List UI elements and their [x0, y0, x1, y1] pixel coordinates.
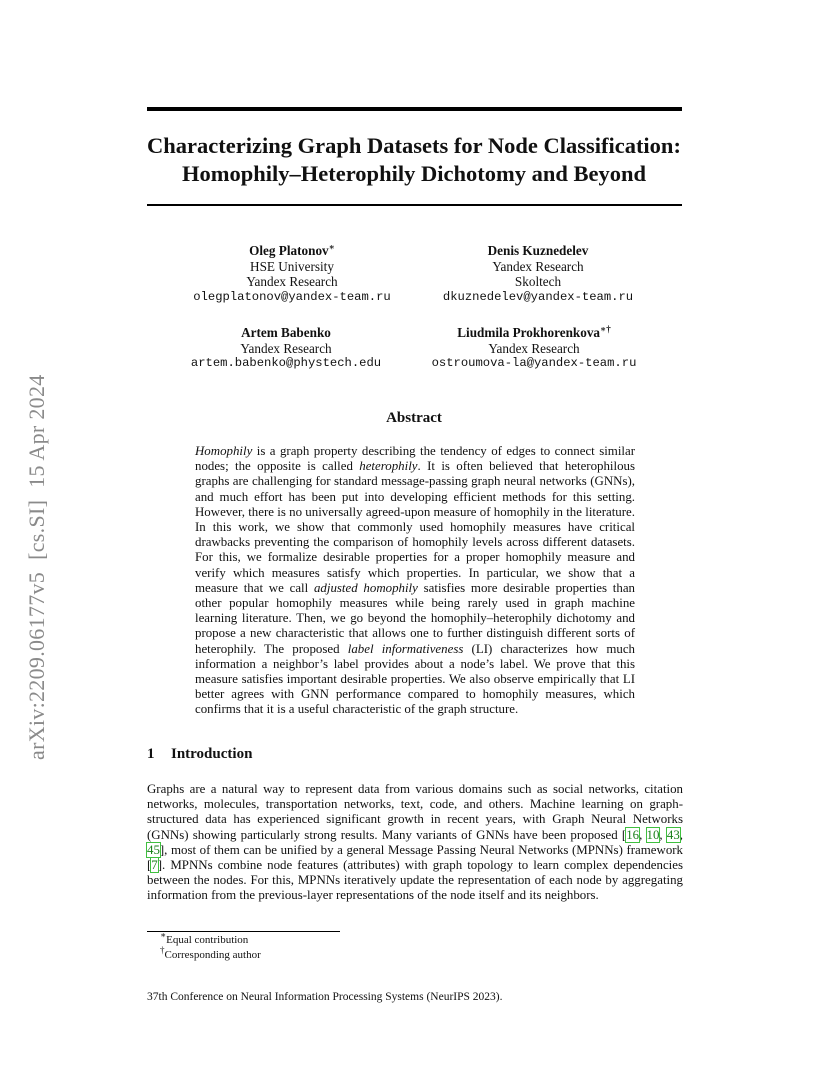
- author-block-1: [162, 243, 422, 305]
- author-affiliation: Yandex Research: [246, 274, 338, 289]
- author-affiliation: Yandex Research: [488, 340, 580, 356]
- author-block-2: [408, 243, 668, 305]
- footnote-rule: [147, 931, 340, 932]
- author-block-4: [404, 325, 664, 372]
- author-email[interactable]: olegplatonov@yandex-team.ru: [193, 289, 391, 304]
- conference-note: 37th Conference on Neural Information Processing Systems (NeurIPS 2023).: [147, 991, 503, 1003]
- footnote: ∗Equal contribution: [160, 930, 249, 946]
- section-number: 1: [147, 746, 155, 762]
- author-block-3: [156, 325, 416, 372]
- citation-link[interactable]: 16: [626, 827, 640, 842]
- author-name: Liudmila Prokhorenkova∗†: [457, 324, 611, 340]
- author-email[interactable]: dkuznedelev@yandex-team.ru: [442, 289, 634, 304]
- title-rule-top: [147, 107, 682, 111]
- paper-title: [100, 132, 728, 188]
- footnote: †Corresponding author: [160, 945, 261, 961]
- abstract-body: Homophily is a graph property describing the tendency of edges to connect similar nodes; the opposite is called heterophily. It is often believed that heterophilous graphs are challenging for standard message-passing graph neural networks (GNNs), and much effort has been put into developing efficient methods for this setting. However, there is no universally agreed-upon measure of homophily in the literature. In this work, we show that commonly used homophily measures have critical drawbacks preventing the comparison of homophily levels across different datasets. For this, we formalize desirable properties for a proper homophily measure and verify which measures satisfy which properties. In particular, we show that a measure that we call adjusted homophily satisfies more desirable properties than other popular homophily measures while being rarely used in graph machine learning literature. Then, we go beyond the homophily–heterophily dichotomy and propose a new characteristic that allows one to further distinguish different sorts of heterophily. The proposed label informativeness (LI) characterizes how much information a neighbor’s label provides about a node’s label. We prove that this measure satisfies important desirable properties. We also observe empirically that LI better agrees with GNN performance compared to homophily measures, which confirms that it is a useful characteristic of the graph structure.: [195, 444, 635, 717]
- abstract-heading: Abstract: [386, 410, 442, 426]
- author-email[interactable]: ostroumova-la@yandex-team.ru: [431, 356, 637, 370]
- section-title: Introduction: [171, 746, 253, 762]
- author-affiliation: HSE University: [250, 258, 334, 274]
- intro-paragraph: Graphs are a natural way to represent data from various domains such as social networks, citation networks, molecules, transportation networks, text, code, and others. Machine learning on graph-structured data has experienced significant growth in recent years, with Graph Neural Networks (GNNs) showing particularly strong results. Many variants of GNNs have been proposed [16, 10, 43, 45], most of them can be unified by a general Message Passing Neural Networks (MPNNs) framework [7]. MPNNs combine node features (attributes) with graph topology to learn complex dependencies between the nodes. For this, MPNNs iteratively update the representation of each node by aggregating information from the previous-layer representations of the node itself and its neighbors.: [147, 782, 683, 903]
- title-line-1: Characterizing Graph Datasets for Node Classification:: [147, 133, 681, 158]
- author-name: Denis Kuznedelev: [487, 243, 589, 258]
- arxiv-id: arXiv:2209.06177v5: [24, 571, 49, 760]
- title-line-2: Homophily–Heterophily Dichotomy and Beyond: [181, 161, 646, 186]
- author-name: Oleg Platonov∗: [249, 242, 335, 258]
- section-heading: [147, 746, 252, 763]
- author-email[interactable]: artem.babenko@phystech.edu: [190, 356, 382, 370]
- arxiv-date: 15 Apr 2024: [24, 374, 49, 488]
- arxiv-stamp: [24, 300, 50, 760]
- author-name: Artem Babenko: [241, 325, 331, 340]
- citation-link[interactable]: 45: [147, 842, 160, 857]
- citation-link[interactable]: 43: [666, 827, 680, 842]
- arxiv-category: [cs.SI]: [24, 499, 49, 560]
- citation-link[interactable]: 7: [151, 858, 158, 873]
- citation-link[interactable]: 10: [646, 827, 660, 842]
- author-affiliation: Skoltech: [514, 274, 562, 289]
- author-affiliation: Yandex Research: [240, 340, 332, 356]
- author-affiliation: Yandex Research: [492, 258, 584, 274]
- title-rule-bottom: [147, 204, 682, 206]
